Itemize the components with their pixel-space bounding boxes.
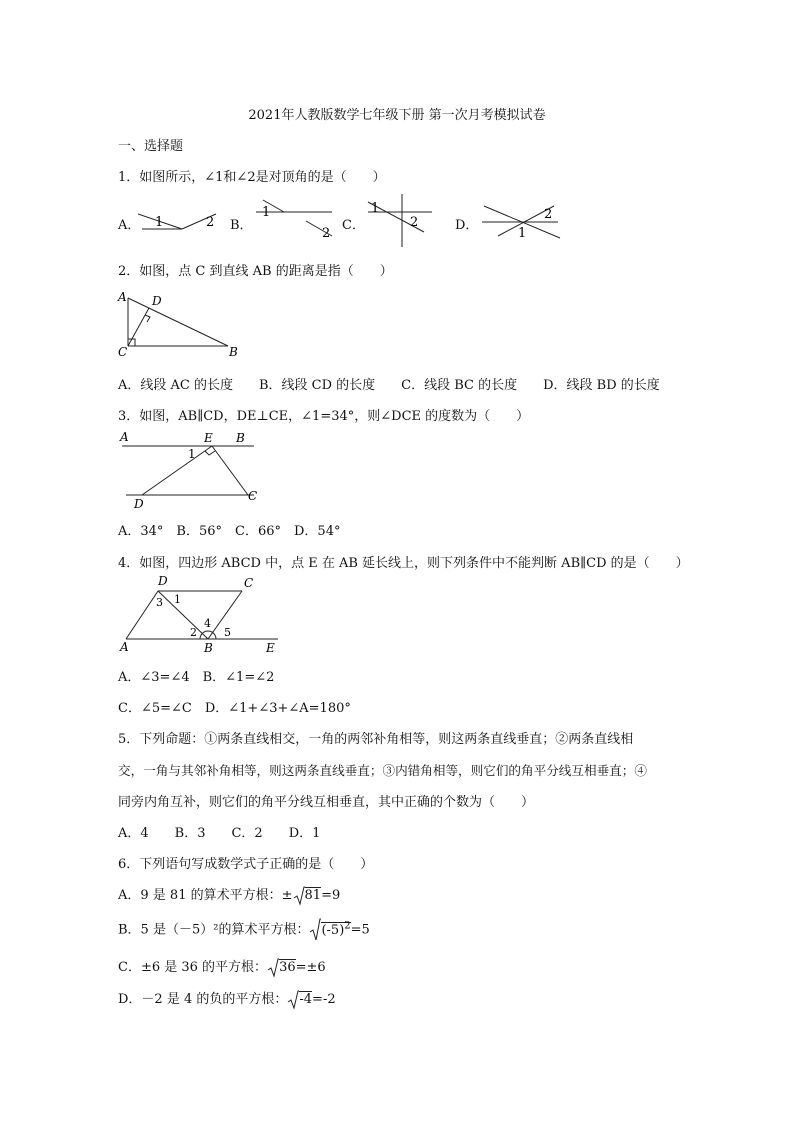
q3-label-d: D [134,497,144,510]
q1d-label-1: 1 [518,226,527,240]
q1-option-b: B． [230,218,253,233]
q3-stem: 3．如图，AB∥CD，DE⊥CE，∠1=34°，则∠DCE 的度数为（ ） [118,409,530,424]
q4-options-row1: A．∠3=∠4 B．∠1=∠2 [118,670,275,685]
q6c-radicand: 36 [279,960,296,975]
q1-figure-c [364,194,436,248]
q6b-radical-sign [309,918,321,942]
q5-options: A．4 B．3 C．2 D．1 [118,826,321,841]
q6a-radical-sign [293,886,305,906]
q6a-radicand: 81 [304,888,322,903]
q3-figure [116,428,266,510]
q4-label-d: D [158,574,168,588]
q3-label-c: C [248,489,258,503]
q3-options: A．34° B．56° C．66° D．54° [118,524,341,539]
q5-line1: 5．下列命题：①两条直线相交，一角的两邻补角相等，则这两条直线垂直；②两条直线相 [118,732,634,747]
q4-stem: 4．如图，四边形 ABCD 中，点 E 在 AB 延长线上，则下列条件中不能判断 AB∥CD 的是（ ） [118,556,689,571]
q1a-label-1: 1 [155,215,164,230]
q6-stem: 6．下列语句写成数学式子正确的是（ ） [118,857,374,872]
q6-option-d [118,988,336,1010]
q6-option-b [118,918,370,942]
q1c-label-2: 2 [410,215,419,230]
q6a-result: =9 [321,888,341,903]
q6a-text: A．9 是 81 的算术平方根： [118,888,282,903]
q1-option-c: C． [342,218,365,233]
q6c-result: =±6 [295,960,326,975]
q1-stem: 1．如图所示，∠1和∠2是对顶角的是（ ） [118,170,386,185]
q3-label-e: E [204,431,213,445]
q5-line2: 交，一角与其邻补角相等，则这两条直线垂直；③内错角相等，则它们的角平分线互相垂直；④ [118,763,647,778]
q1-option-a: A． [118,218,141,233]
q2-label-a: A [118,290,127,304]
q6c-text: C．±6 是 36 的平方根： [118,960,268,975]
q2-label-b: B [229,345,238,359]
q4-label-5: 5 [224,626,231,639]
q6-option-a [118,884,340,906]
q6b-radicand: (-5) [321,922,345,938]
q1-figure-a [138,200,220,234]
q3-label-1: 1 [188,447,196,461]
q1-figure-b [254,198,338,240]
q4-label-1: 1 [174,593,181,606]
q1-option-d: D． [455,218,479,233]
q1b-label-2: 2 [322,226,331,240]
q6b-exponent: 2 [344,920,351,932]
section-heading: 一、选择题 [118,139,184,154]
q6b-text: B．5 是（－5）²的算术平方根： [118,922,310,938]
q2-label-d: D [152,294,162,308]
q4-figure [116,574,282,654]
q4-options-row2: C．∠5=∠C D．∠1+∠3+∠A=180° [118,701,351,716]
q1a-label-2: 2 [206,215,215,230]
q6d-text: D．－2 是 4 的负的平方根： [118,992,288,1007]
q6d-result: =-2 [312,992,336,1007]
q3-label-a: A [120,430,129,444]
q2-stem: 2．如图，点 C 到直线 AB 的距离是指（ ） [118,264,393,279]
page-title: 2021年人教版数学七年级下册 第一次月考模拟试卷 [248,108,546,123]
q4-label-e: E [266,641,275,654]
q6b-result: =5 [350,922,370,938]
q4-label-2: 2 [190,626,197,639]
q3-label-b: B [236,431,245,445]
q4-label-a: A [120,640,129,654]
q6-option-c [118,956,326,978]
q4-label-c: C [244,576,254,590]
q2-options: A．线段 AC 的长度 B．线段 CD 的长度 C．线段 BC 的长度 D．线段 BD 的长度 [118,378,660,393]
q1-figure-d [478,200,562,240]
q1d-label-2: 2 [544,207,553,222]
q4-label-3: 3 [156,596,163,609]
q6d-radicand: -4 [299,992,313,1007]
q5-line3: 同旁内角互补，则它们的角平分线互相垂直，其中正确的个数为（ ） [118,795,535,810]
q6d-radical-sign [287,990,299,1010]
q1c-label-1: 1 [371,201,380,216]
q6a-pm: ± [281,888,293,903]
q6c-radical-sign [267,958,279,978]
q4-label-4: 4 [204,617,211,630]
q4-label-b: B [204,641,213,654]
q2-figure [116,288,246,360]
q1b-label-1: 1 [262,205,271,220]
q2-label-c: C [118,345,128,359]
